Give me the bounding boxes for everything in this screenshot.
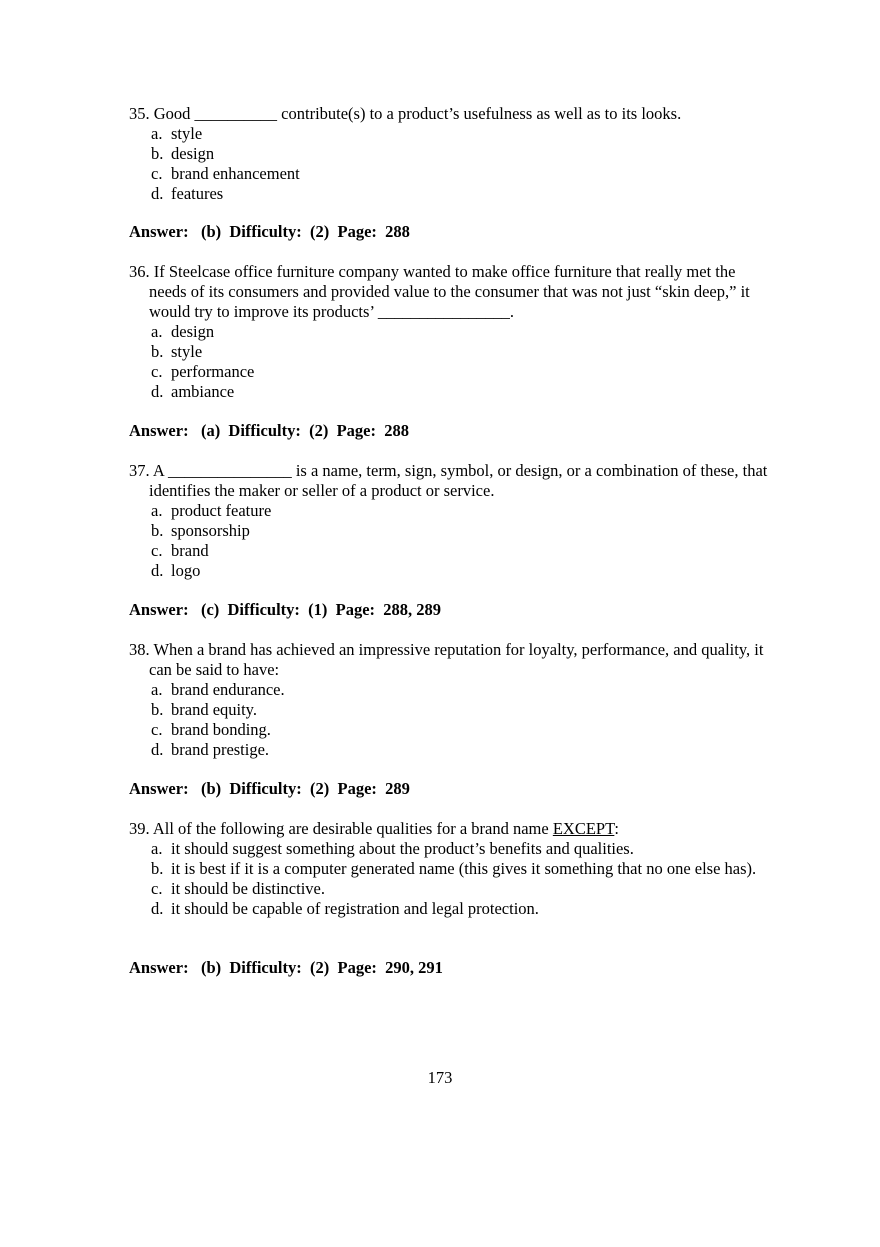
question-stem: 37. A _______________ is a name, term, sign, symbol, or design, or a combination of these, that identifies the maker or seller of a product or service. — [129, 461, 768, 500]
option-b: b. brand equity. — [151, 700, 257, 719]
question-36 — [129, 262, 769, 402]
question-stem: 36. If Steelcase office furniture company wanted to make office furniture that really met the needs of its consumers and provided value to the consumer that was not just “skin deep,” it would try to improve its products’ ________________. — [129, 262, 750, 321]
emphasis-except: EXCEPT — [552, 819, 615, 838]
option-b: b. design — [151, 144, 215, 163]
option-a: a. style — [151, 124, 203, 143]
option-d: d. brand prestige. — [151, 740, 270, 759]
answer-line-39: Answer: (b) Difficulty: (2) Page: 290, 291 — [129, 958, 443, 977]
option-a: a. product feature — [151, 501, 272, 520]
question-stem: 39. All of the following are desirable qualities for a brand name EXCEPT: — [129, 819, 619, 838]
option-c: c. brand — [151, 541, 209, 560]
question-39 — [129, 819, 769, 919]
option-c: c. it should be distinctive. — [151, 879, 325, 898]
option-d: d. logo — [151, 561, 201, 580]
option-a: a. brand endurance. — [151, 680, 285, 699]
answer-line-36: Answer: (a) Difficulty: (2) Page: 288 — [129, 421, 409, 440]
answer-line-38: Answer: (b) Difficulty: (2) Page: 289 — [129, 779, 410, 798]
option-a: a. design — [151, 322, 215, 341]
option-c: c. brand bonding. — [151, 720, 271, 739]
option-c: c. performance — [151, 362, 255, 381]
option-d: d. ambiance — [151, 382, 235, 401]
option-c: c. brand enhancement — [151, 164, 300, 183]
question-stem: 38. When a brand has achieved an impressive reputation for loyalty, performance, and quality, it can be said to have: — [129, 640, 764, 679]
page-number: 173 — [427, 1068, 453, 1087]
option-d: d. features — [151, 184, 224, 203]
question-35 — [129, 104, 769, 204]
question-38 — [129, 640, 769, 760]
option-a: a. it should suggest something about the product’s benefits and qualities. — [151, 839, 634, 858]
option-b: b. sponsorship — [151, 521, 250, 540]
answer-line-37: Answer: (c) Difficulty: (1) Page: 288, 289 — [129, 600, 442, 619]
question-37 — [129, 461, 769, 581]
option-b: b. it is best if it is a computer generated name (this gives it something that no one else has). — [151, 859, 757, 878]
answer-line-35: Answer: (b) Difficulty: (2) Page: 288 — [129, 222, 410, 241]
option-d: d. it should be capable of registration and legal protection. — [151, 899, 539, 918]
question-stem: 35. Good __________ contribute(s) to a product’s usefulness as well as to its looks. — [129, 104, 682, 123]
option-b: b. style — [151, 342, 203, 361]
